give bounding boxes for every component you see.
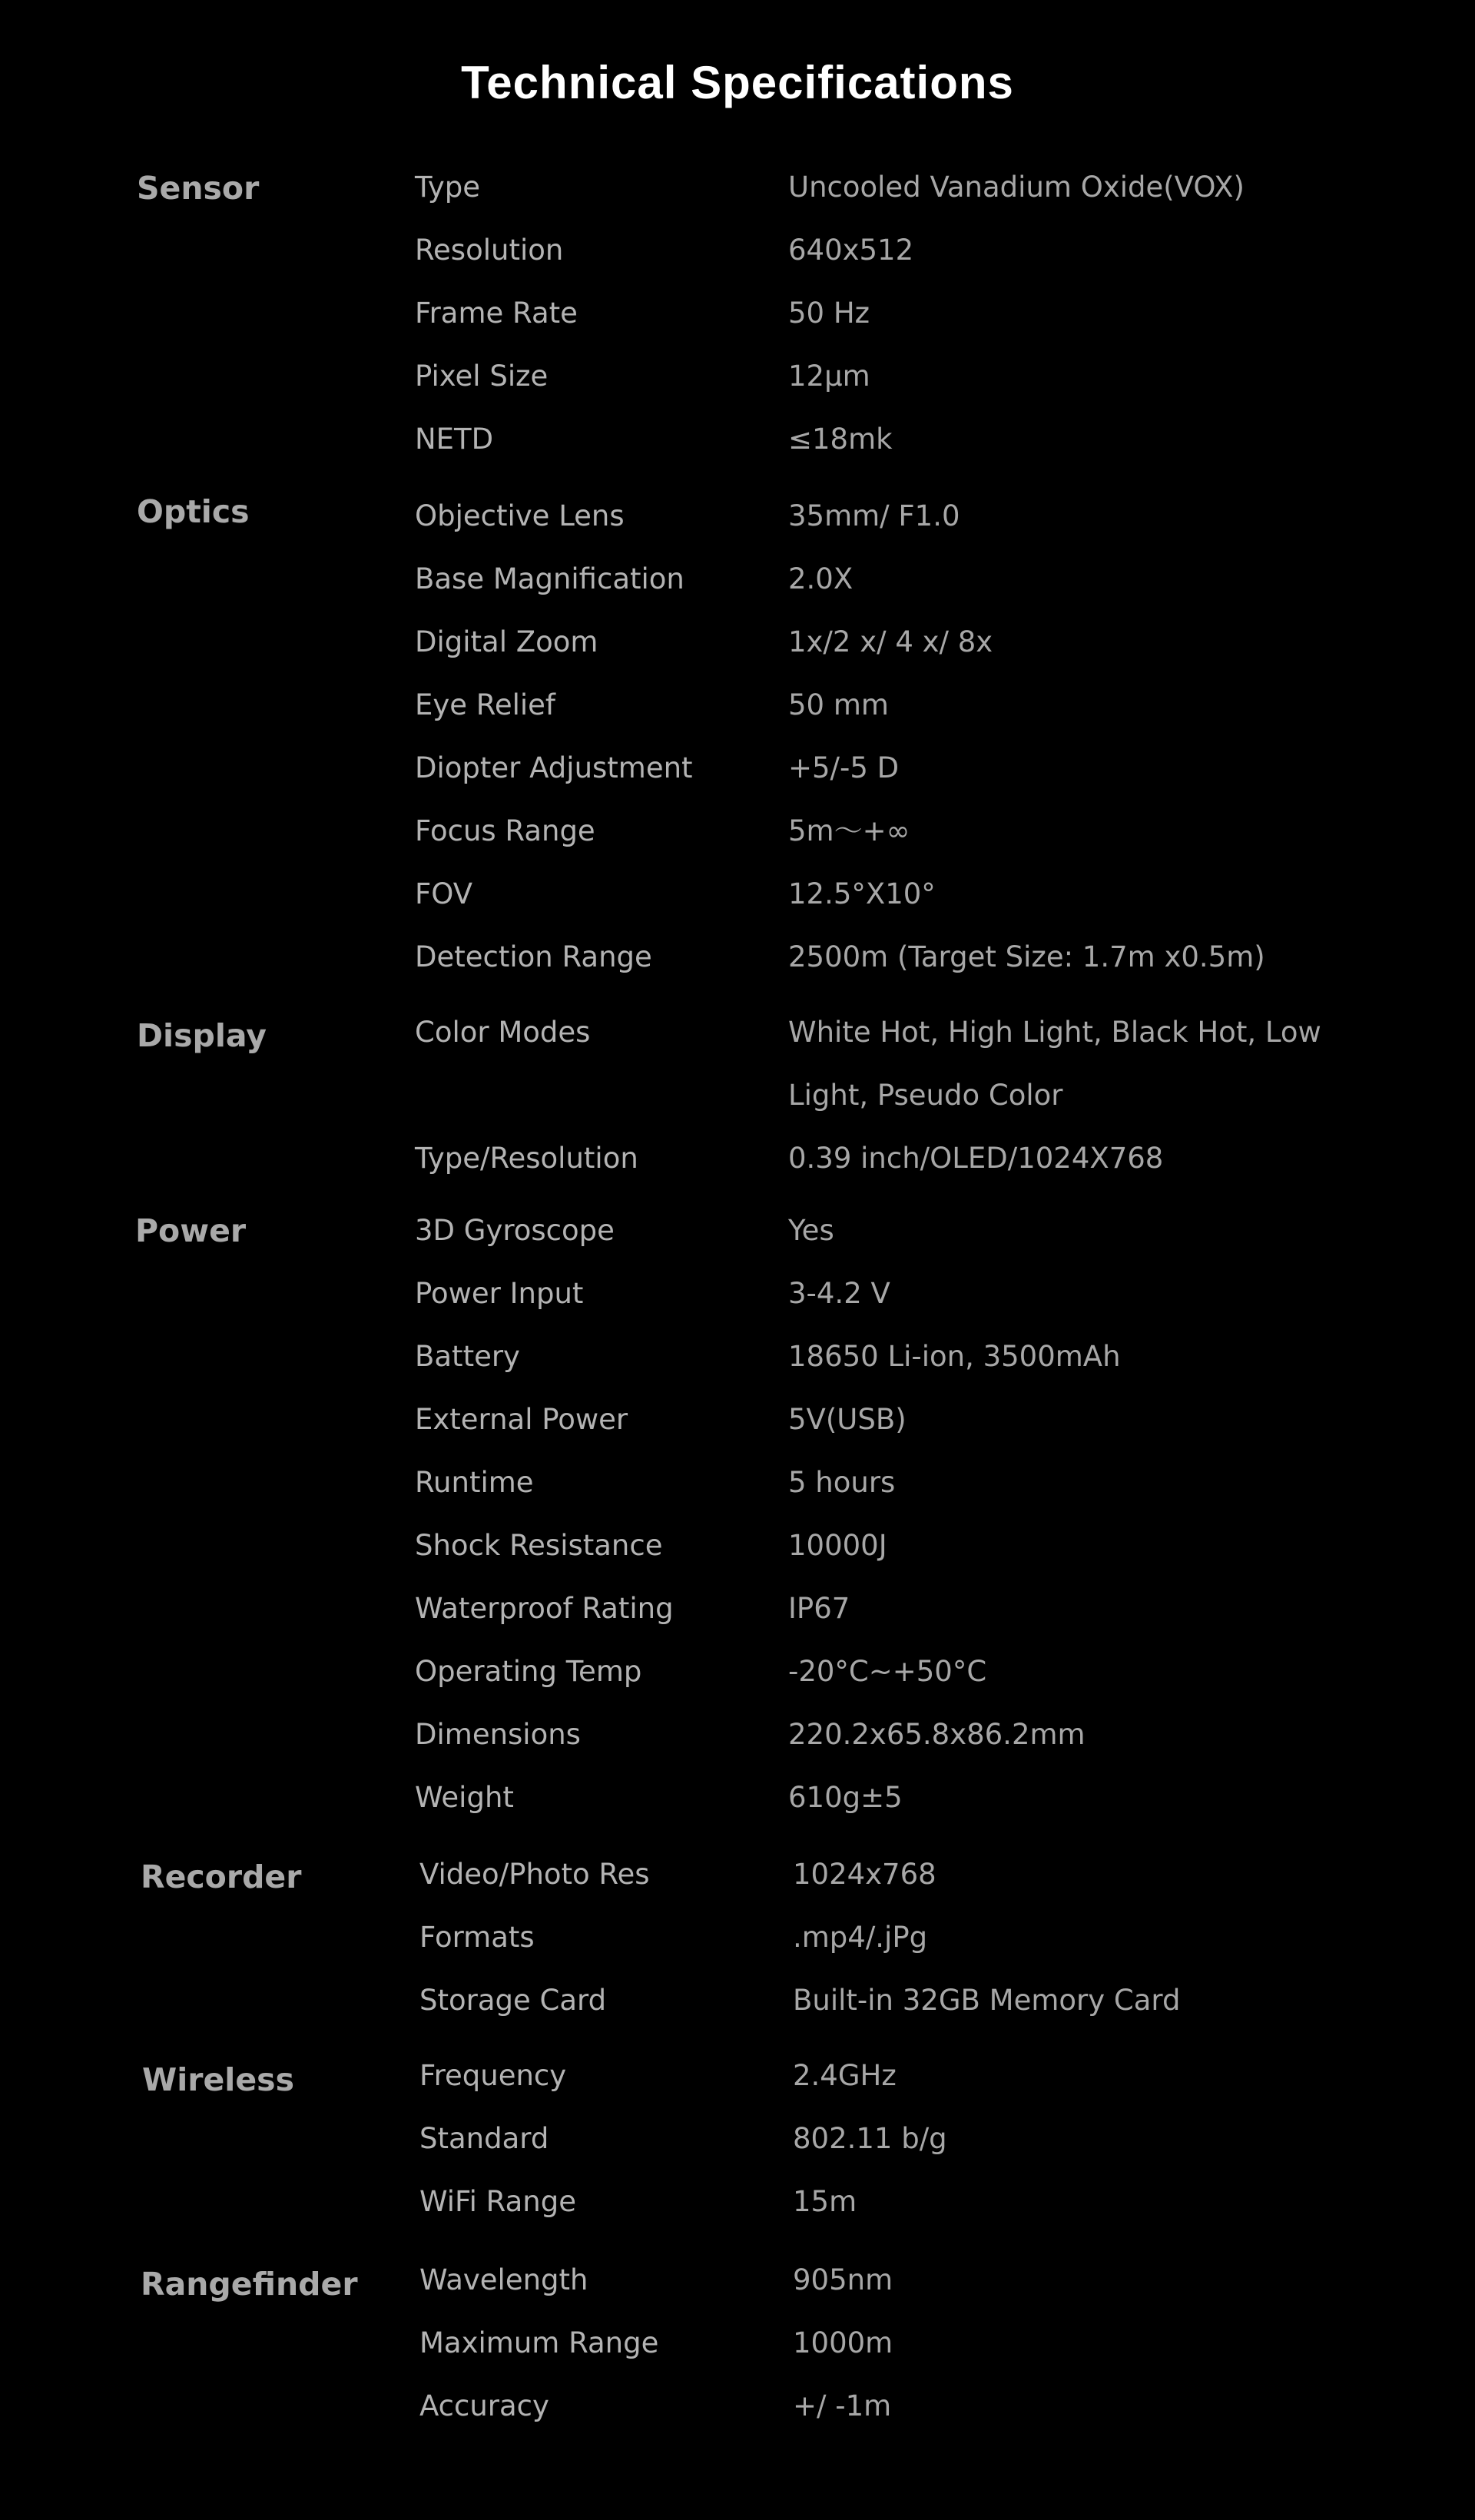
spec-label: Shock Resistance — [415, 1529, 663, 1562]
spec-value: +5/-5 D — [788, 751, 900, 784]
spec-row — [419, 1978, 1475, 2024]
spec-row — [419, 2383, 1475, 2429]
spec-row — [415, 164, 1475, 211]
section-title-rangefinder: Rangefinder — [141, 2266, 358, 2303]
spec-value: 50 mm — [788, 688, 889, 721]
spec-label: Eye Relief — [415, 688, 555, 721]
spec-row — [415, 1136, 1475, 1182]
section-title-display: Display — [137, 1017, 267, 1054]
spec-label: Video/Photo Res — [419, 1858, 650, 1891]
spec-label: NETD — [415, 423, 494, 456]
spec-value: 18650 Li-ion, 3500mAh — [788, 1340, 1121, 1373]
spec-label: Wavelength — [419, 2263, 588, 2296]
spec-value: 5m～+∞ — [788, 814, 910, 847]
spec-row — [415, 619, 1475, 665]
spec-row — [415, 290, 1475, 337]
spec-value: Yes — [788, 1214, 834, 1247]
spec-label: Weight — [415, 1781, 514, 1814]
spec-row — [415, 1586, 1475, 1632]
page-title: Technical Specifications — [461, 57, 1014, 108]
spec-row — [415, 353, 1475, 400]
spec-label: Focus Range — [415, 814, 595, 847]
spec-value: White Hot, High Light, Black Hot, Low — [788, 1016, 1321, 1049]
spec-label: FOV — [415, 877, 473, 910]
spec-row — [419, 2053, 1475, 2099]
spec-value: 5V(USB) — [788, 1403, 907, 1436]
spec-row — [415, 1208, 1475, 1254]
spec-value: IP67 — [788, 1592, 850, 1625]
spec-row — [415, 682, 1475, 728]
spec-value: +/ -1m — [793, 2389, 892, 2422]
spec-value: 10000J — [788, 1529, 887, 1562]
spec-row — [415, 871, 1475, 917]
spec-row — [415, 416, 1475, 463]
spec-label: Type — [415, 171, 480, 204]
spec-label: 3D Gyroscope — [415, 1214, 615, 1247]
spec-label: Formats — [419, 1921, 535, 1954]
spec-row — [415, 556, 1475, 602]
spec-label: Waterproof Rating — [415, 1592, 674, 1625]
spec-value: Built-in 32GB Memory Card — [793, 1984, 1181, 2017]
spec-value: 5 hours — [788, 1466, 896, 1499]
spec-row — [415, 1775, 1475, 1821]
section-title-wireless: Wireless — [142, 2061, 294, 2098]
spec-row — [415, 493, 1475, 539]
spec-label: Pixel Size — [415, 360, 549, 393]
spec-label: External Power — [415, 1403, 628, 1436]
spec-label: Objective Lens — [415, 499, 625, 532]
spec-value: 220.2x65.8x86.2mm — [788, 1718, 1086, 1751]
spec-row — [415, 1712, 1475, 1758]
spec-row — [415, 1271, 1475, 1317]
spec-row — [415, 745, 1475, 791]
spec-row — [419, 2179, 1475, 2225]
spec-row — [415, 227, 1475, 274]
spec-row — [415, 1334, 1475, 1380]
spec-label: Standard — [419, 2122, 549, 2155]
spec-value: 2.0X — [788, 562, 854, 595]
spec-value: 50 Hz — [788, 297, 870, 330]
spec-value: .mp4/.jPg — [793, 1921, 928, 1954]
spec-label: Diopter Adjustment — [415, 751, 693, 784]
spec-value: -20°C~+50°C — [788, 1655, 987, 1688]
spec-label: Power Input — [415, 1277, 584, 1310]
spec-value: Light, Pseudo Color — [788, 1079, 1063, 1112]
spec-label: Type/Resolution — [415, 1142, 638, 1175]
section-title-optics: Optics — [137, 493, 250, 530]
spec-row — [419, 2116, 1475, 2162]
spec-label: Operating Temp — [415, 1655, 642, 1688]
spec-row — [415, 1397, 1475, 1443]
spec-value: 2500m (Target Size: 1.7m x0.5m) — [788, 940, 1265, 973]
spec-value: ≤18mk — [788, 423, 893, 456]
spec-value: 610g±5 — [788, 1781, 903, 1814]
spec-row — [415, 934, 1475, 980]
spec-value: 15m — [793, 2185, 857, 2218]
spec-label: Resolution — [415, 234, 564, 267]
spec-label: Base Magnification — [415, 562, 684, 595]
spec-value: 1000m — [793, 2326, 893, 2359]
spec-label: Color Modes — [415, 1016, 591, 1049]
spec-label: Frame Rate — [415, 297, 578, 330]
spec-value: 1024x768 — [793, 1858, 936, 1891]
spec-row — [415, 1649, 1475, 1695]
spec-value: 12.5°X10° — [788, 877, 936, 910]
spec-value: 2.4GHz — [793, 2059, 897, 2092]
section-title-recorder: Recorder — [141, 1858, 302, 1895]
spec-label: Frequency — [419, 2059, 567, 2092]
spec-row — [415, 1010, 1475, 1056]
spec-row — [415, 1073, 1475, 1119]
spec-value: 802.11 b/g — [793, 2122, 947, 2155]
spec-value: Uncooled Vanadium Oxide(VOX) — [788, 171, 1245, 204]
spec-row — [419, 1915, 1475, 1961]
spec-label: Battery — [415, 1340, 520, 1373]
spec-label: Digital Zoom — [415, 625, 598, 658]
spec-value: 640x512 — [788, 234, 914, 267]
spec-label: Accuracy — [419, 2389, 549, 2422]
spec-value: 35mm/ F1.0 — [788, 499, 960, 532]
spec-label: Detection Range — [415, 940, 652, 973]
section-title-sensor: Sensor — [137, 170, 260, 207]
spec-row — [419, 2257, 1475, 2303]
spec-value: 1x/2 x/ 4 x/ 8x — [788, 625, 993, 658]
spec-value: 905nm — [793, 2263, 893, 2296]
spec-value: 3-4.2 V — [788, 1277, 890, 1310]
spec-label: WiFi Range — [419, 2185, 576, 2218]
spec-row — [419, 2320, 1475, 2366]
spec-row — [415, 808, 1475, 854]
section-title-power: Power — [135, 1212, 247, 1249]
spec-row — [415, 1460, 1475, 1506]
spec-row — [415, 1523, 1475, 1569]
spec-label: Maximum Range — [419, 2326, 659, 2359]
spec-label: Dimensions — [415, 1718, 581, 1751]
spec-value: 0.39 inch/OLED/1024X768 — [788, 1142, 1164, 1175]
spec-label: Storage Card — [419, 1984, 607, 2017]
spec-label: Runtime — [415, 1466, 534, 1499]
spec-value: 12μm — [788, 360, 870, 393]
spec-row — [419, 1852, 1475, 1898]
